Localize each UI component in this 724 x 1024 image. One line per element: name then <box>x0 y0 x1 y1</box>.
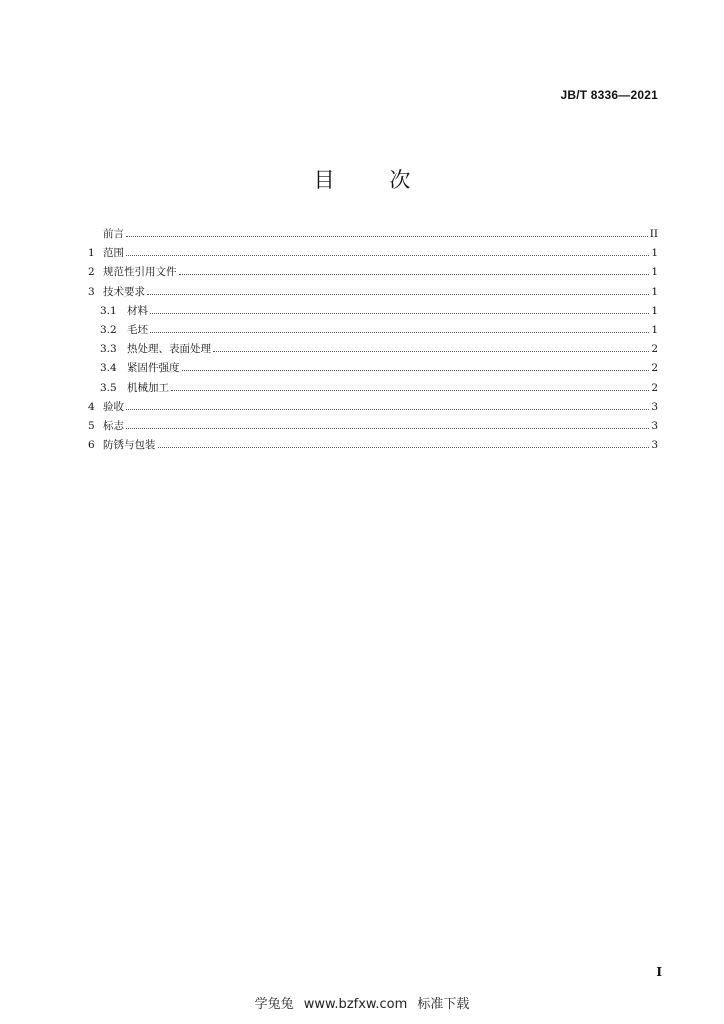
toc-entry-number: 3.5 <box>100 381 117 394</box>
toc-entry-label: 材料 <box>127 304 148 317</box>
table-of-contents <box>88 226 658 456</box>
toc-leader-dots <box>182 370 650 371</box>
page-number: I <box>656 965 662 979</box>
toc-leader-dots <box>158 447 650 448</box>
toc-entry-page: 1 <box>651 323 658 336</box>
toc-entry-number: 3 <box>88 285 95 298</box>
standard-code: JB/T 8336—2021 <box>560 88 658 102</box>
toc-entry-number: 6 <box>88 439 95 452</box>
toc-leader-dots <box>150 332 649 333</box>
toc-entry-number: 1 <box>88 247 95 260</box>
toc-entry-number: 5 <box>88 419 95 432</box>
toc-leader-dots <box>213 351 649 352</box>
toc-entry[interactable] <box>88 303 658 322</box>
toc-entry-page: 3 <box>651 419 658 432</box>
toc-entry-page: 1 <box>651 266 658 279</box>
toc-entry-label: 热处理、表面处理 <box>127 343 211 356</box>
toc-entry-label: 标志 <box>103 419 124 432</box>
toc-leader-dots <box>126 236 648 237</box>
toc-entry[interactable] <box>88 418 658 437</box>
toc-entry[interactable] <box>88 399 658 418</box>
toc-leader-dots <box>126 428 649 429</box>
toc-entry-page: 1 <box>651 304 658 317</box>
toc-entry-page: 1 <box>651 247 658 260</box>
toc-entry-page: 1 <box>651 285 658 298</box>
toc-entry-label: 毛坯 <box>127 323 148 336</box>
toc-leader-dots <box>147 294 649 295</box>
toc-entry-label: 验收 <box>103 400 124 413</box>
toc-leader-dots <box>179 274 650 275</box>
toc-entry-page: II <box>649 228 658 240</box>
toc-entry[interactable] <box>88 360 658 379</box>
toc-entry[interactable] <box>88 380 658 399</box>
toc-leader-dots <box>126 409 649 410</box>
toc-entry-number: 4 <box>88 400 95 413</box>
toc-entry-label: 机械加工 <box>127 381 169 394</box>
toc-entry-label: 规范性引用文件 <box>103 266 177 279</box>
toc-entry-page: 2 <box>651 362 658 375</box>
toc-entry-label: 前言 <box>103 228 124 240</box>
toc-entry-number: 3.1 <box>100 304 117 317</box>
toc-entry-page: 3 <box>651 400 658 413</box>
toc-entry-page: 2 <box>651 343 658 356</box>
toc-entry[interactable] <box>88 322 658 341</box>
toc-entry-label: 紧固件强度 <box>127 362 180 375</box>
toc-leader-dots <box>171 390 649 391</box>
toc-entry-number: 2 <box>88 266 95 279</box>
toc-entry[interactable] <box>88 245 658 264</box>
footer-watermark: 学兔兔 www.bzfxw.com 标准下载 <box>254 997 470 1012</box>
toc-entry-number: 3.4 <box>100 362 117 375</box>
toc-entry-number: 3.3 <box>100 343 117 356</box>
toc-entry-label: 范围 <box>103 247 124 260</box>
toc-entry-number: 3.2 <box>100 323 117 336</box>
toc-leader-dots <box>126 255 649 256</box>
toc-entry-label: 防锈与包装 <box>103 439 156 452</box>
toc-entry[interactable] <box>88 341 658 360</box>
toc-entry-page: 3 <box>651 439 658 452</box>
toc-leader-dots <box>150 313 649 314</box>
toc-entry[interactable] <box>88 264 658 283</box>
toc-title: 目 次 <box>313 168 435 192</box>
toc-entry-page: 2 <box>651 381 658 394</box>
toc-entry[interactable] <box>88 437 658 456</box>
toc-entry[interactable] <box>88 284 658 303</box>
toc-entry[interactable] <box>88 226 658 245</box>
toc-entry-label: 技术要求 <box>103 285 145 298</box>
